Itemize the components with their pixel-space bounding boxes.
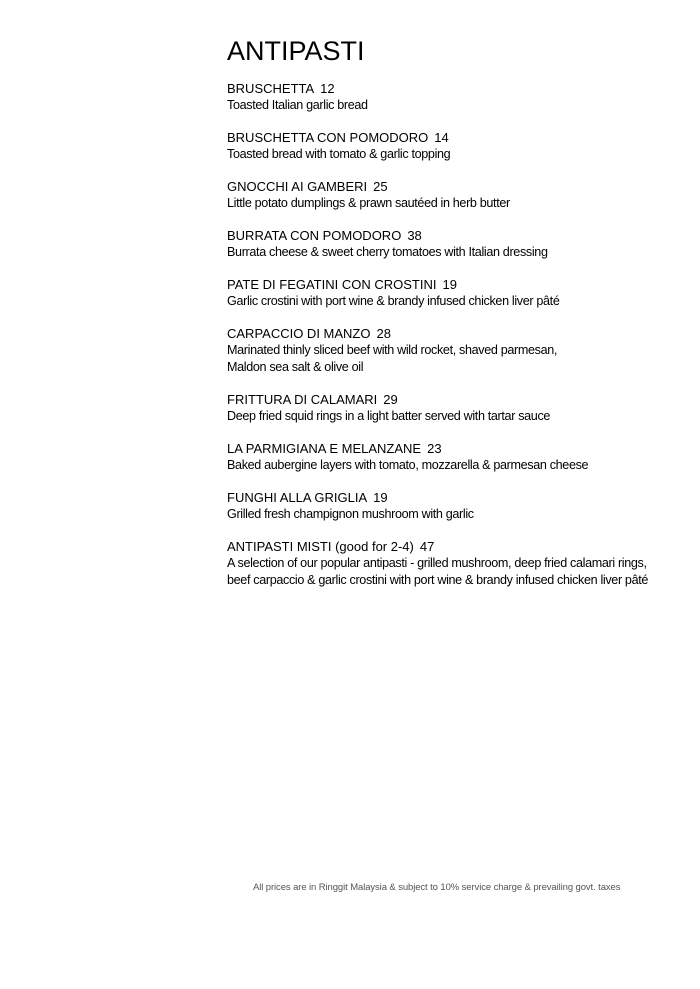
menu-item-name: GNOCCHI AI GAMBERI: [227, 179, 368, 194]
description-line: Marinated thinly sliced beef with wild rocket, shaved parmesan,: [227, 343, 558, 357]
menu-item-name: FUNGHI ALLA GRIGLIA: [227, 490, 368, 505]
menu-item-price: 14: [434, 130, 449, 145]
description-line: Burrata cheese & sweet cherry tomatoes with Italian dressing: [227, 245, 548, 259]
page-title: ANTIPASTI: [227, 36, 365, 66]
menu-item-header: [227, 178, 687, 195]
description-line: Garlic crostini with port wine & brandy infused chicken liver pâté: [227, 294, 560, 308]
menu-item-header: [227, 129, 687, 146]
menu-item-description: [227, 506, 687, 523]
menu-item-header: [227, 538, 687, 555]
menu-item-name: BRUSCHETTA CON POMODORO: [227, 130, 429, 145]
description-line: Deep fried squid rings in a light batter served with tartar sauce: [227, 409, 551, 423]
menu-item-description: [227, 244, 687, 261]
menu-item-description: [227, 146, 687, 163]
menu-item-price: 23: [427, 441, 442, 456]
menu-item-name: BURRATA CON POMODORO: [227, 228, 402, 243]
menu-item: [227, 325, 687, 376]
menu-item-header: [227, 227, 687, 244]
menu-item-name: FRITTURA DI CALAMARI: [227, 392, 378, 407]
description-line: Toasted Italian garlic bread: [227, 98, 368, 112]
menu-item-description: [227, 555, 687, 589]
menu-item: [227, 538, 687, 589]
menu-item-header: [227, 325, 687, 342]
menu-item-description: [227, 293, 687, 310]
menu-item-name: BRUSCHETTA: [227, 81, 315, 96]
menu-item-description: [227, 408, 687, 425]
menu-item-price: 28: [376, 326, 391, 341]
menu-item: [227, 440, 687, 474]
menu-item-header: [227, 391, 687, 408]
menu-item-price: 47: [419, 539, 435, 554]
menu-item-price: 19: [373, 490, 388, 505]
menu-item-header: [227, 440, 687, 457]
menu-item-name: CARPACCIO DI MANZO: [227, 326, 371, 341]
menu-item-price: 29: [383, 392, 398, 407]
menu-item-header: [227, 276, 687, 293]
menu-item-name: ANTIPASTI MISTI (good for 2-4): [227, 539, 414, 554]
menu-item: [227, 178, 687, 212]
menu-list: [227, 80, 687, 604]
description-line: A selection of our popular antipasti - grilled mushroom, deep fried calamari rings,: [227, 556, 647, 570]
menu-item-price: 12: [320, 81, 335, 96]
menu-item-price: 38: [407, 228, 422, 243]
menu-item-price: 25: [373, 179, 388, 194]
description-line: Grilled fresh champignon mushroom with garlic: [227, 507, 474, 521]
description-line: Maldon sea salt & olive oil: [227, 360, 364, 374]
description-line: Little potato dumplings & prawn sautéed in herb butter: [227, 196, 510, 210]
description-line: Baked aubergine layers with tomato, mozzarella & parmesan cheese: [227, 458, 589, 472]
menu-item-price: 19: [442, 277, 457, 292]
menu-item-description: [227, 97, 687, 114]
menu-item: [227, 276, 687, 310]
price-footnote: All prices are in Ringgit Malaysia & subject to 10% service charge & prevailing govt. taxes: [253, 882, 621, 893]
menu-item: [227, 489, 687, 523]
description-line: beef carpaccio & garlic crostini with port wine & brandy infused chicken liver pâté: [227, 573, 649, 587]
menu-item: [227, 129, 687, 163]
menu-item: [227, 80, 687, 114]
menu-item-name: PATE DI FEGATINI CON CROSTINI: [227, 277, 437, 292]
menu-item: [227, 227, 687, 261]
menu-item: [227, 391, 687, 425]
menu-item-description: [227, 457, 687, 474]
menu-item-header: [227, 489, 687, 506]
menu-item-header: [227, 80, 687, 97]
menu-item-description: [227, 195, 687, 212]
menu-item-description: [227, 342, 687, 376]
description-line: Toasted bread with tomato & garlic topping: [227, 147, 451, 161]
menu-item-name: LA PARMIGIANA E MELANZANE: [227, 441, 422, 456]
